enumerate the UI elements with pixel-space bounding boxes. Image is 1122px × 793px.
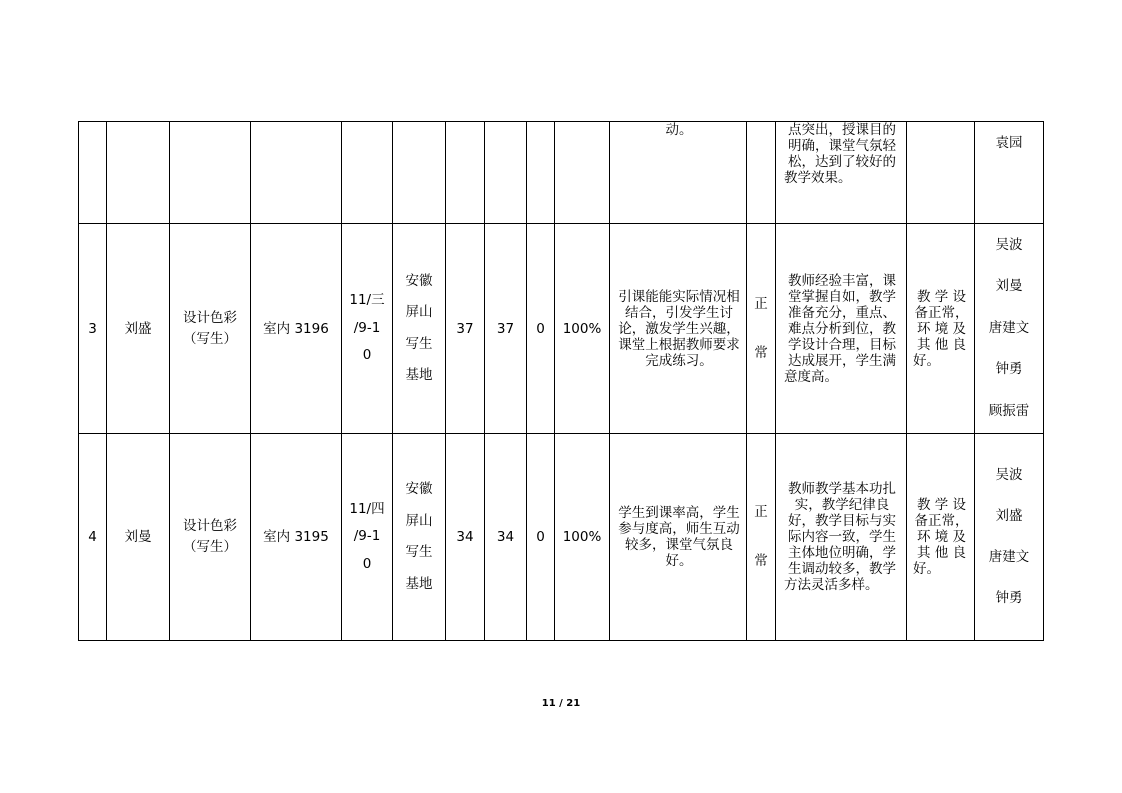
status: 正 常 [747,224,776,434]
reviewers [975,434,1044,641]
location: 安徽 屏山 写生 基地 [393,224,446,434]
absent-count: 0 [527,434,555,641]
student-evaluation [610,224,747,434]
teacher-evaluation-text: 教师教学基本功扎实，教学纪律良好，教学目标与实际内容一致，学生主体地位明确，学生调动较多，教学方法灵活多样。 [784,481,896,593]
student-evaluation [610,434,747,641]
reviewers [975,122,1044,224]
teacher-evaluation-text: 点突出，授课目的明确，课堂气氛轻松，达到了较好的教学效果。 [784,122,896,186]
student-evaluation [610,122,747,224]
absent-count [527,122,555,224]
course-name: 设计色彩 （写生） [170,224,251,434]
status: 正 常 [747,434,776,641]
classroom: 室内 3195 [251,434,342,641]
teacher-evaluation-text: 教师经验丰富，课堂掌握自如，教学准备充分，重点、难点分析到位，教学设计合理，目标达成展开，学生满意度高。 [784,272,896,385]
classroom: 室内 3196 [251,224,342,434]
student-evaluation-text: 学生到课率高，学生参与度高，师生互动较多，课堂气氛良好。 [618,505,740,569]
teacher-evaluation [776,434,907,641]
student-evaluation-text: 动。 [665,122,693,138]
teacher-name [107,122,170,224]
reviewer-name: 唐建文 [988,549,1030,565]
teacher-name: 刘盛 [107,224,170,434]
status [747,122,776,224]
environment-evaluation-text: 教 学 设 备正常，环 境 及 其 他 良 好。 [913,497,969,577]
page-number: 11 / 21 [541,698,581,709]
table-row [79,122,1044,224]
location: 安徽 屏山 写生 基地 [393,434,446,641]
environment-evaluation [907,434,975,641]
environment-evaluation [907,224,975,434]
actual-count: 37 [485,224,527,434]
class-time [342,122,393,224]
environment-evaluation [907,122,975,224]
reviewer-name: 顾振雷 [988,402,1030,419]
student-evaluation-text: 引课能能实际情况相结合，引发学生讨论，激发学生兴趣，课堂上根据教师要求完成练习。 [618,288,740,369]
reviewer-name: 唐建文 [988,319,1030,336]
reviewer-name: 刘曼 [995,278,1023,295]
course-name [170,122,251,224]
row-number: 4 [79,434,107,641]
table-row [79,434,1044,641]
reviewer-name: 钟勇 [995,590,1023,606]
reviewer-name: 吴波 [995,467,1023,483]
class-time: 11/三 /9-1 0 [342,224,393,434]
actual-count [485,122,527,224]
actual-count: 34 [485,434,527,641]
reviewer-name: 吴波 [995,236,1023,253]
row-number: 3 [79,224,107,434]
reviewer-name: 刘盛 [995,508,1023,524]
teacher-name: 刘曼 [107,434,170,641]
absent-count: 0 [527,224,555,434]
reviewer-name: 袁园 [995,135,1023,151]
table-row [79,224,1044,434]
class-time: 11/四 /9-1 0 [342,434,393,641]
row-number [79,122,107,224]
expected-count [446,122,485,224]
classroom [251,122,342,224]
environment-evaluation-text: 教 学 设 备正常，环 境 及 其 他 良 好。 [913,288,969,369]
teacher-evaluation [776,224,907,434]
attendance-rate: 100% [555,224,610,434]
course-name: 设计色彩 （写生） [170,434,251,641]
reviewers [975,224,1044,434]
location [393,122,446,224]
attendance-rate: 100% [555,434,610,641]
teacher-evaluation [776,122,907,224]
expected-count: 37 [446,224,485,434]
inspection-table [78,121,1044,641]
expected-count: 34 [446,434,485,641]
reviewer-name: 钟勇 [995,361,1023,378]
attendance-rate [555,122,610,224]
